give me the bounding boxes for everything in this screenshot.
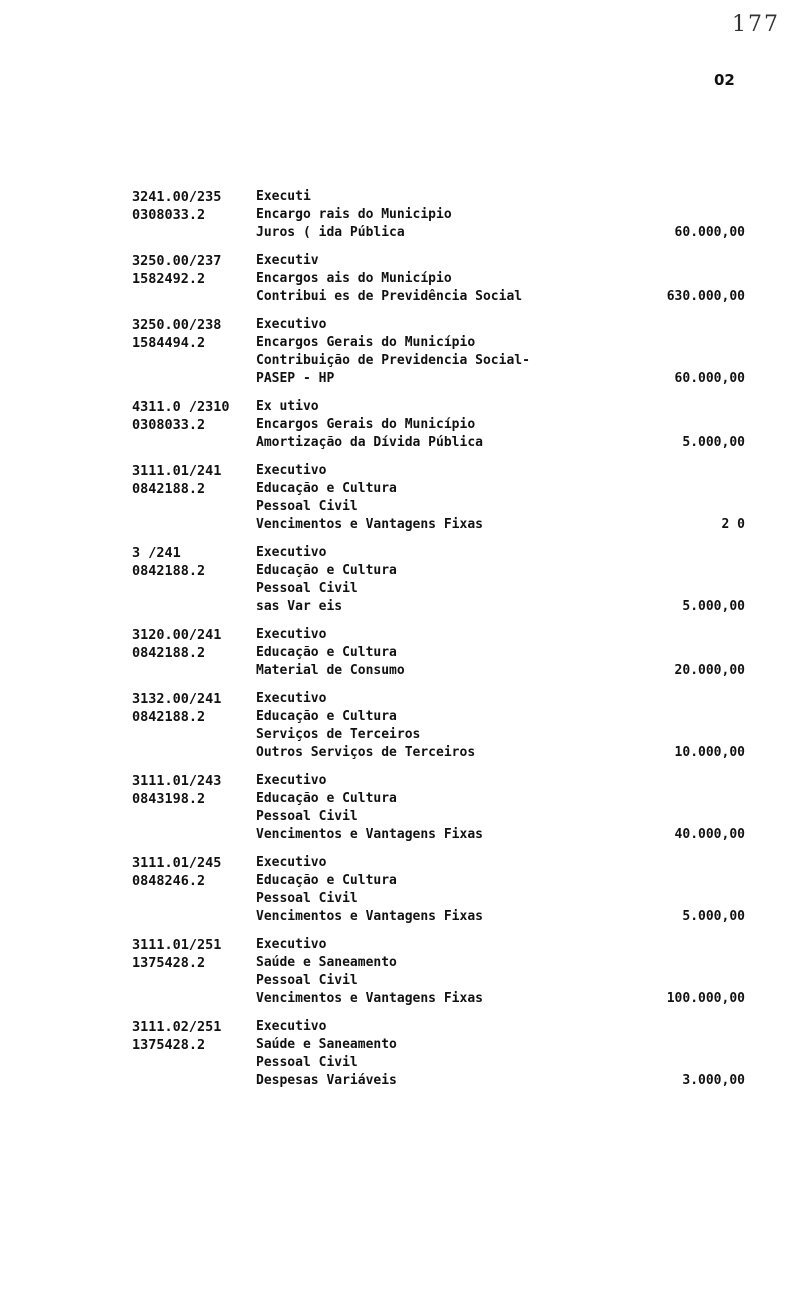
entry-description	[256, 690, 596, 762]
program-code: 1375428.2	[132, 1037, 206, 1053]
entry-amount: 100.000,00	[666, 991, 745, 1006]
description-line: Saúde e Saneamento	[256, 1037, 397, 1052]
entry-description	[256, 936, 596, 1008]
description-line: Vencimentos e Vantagens Fixas	[256, 909, 483, 924]
entry-amount: 5.000,00	[682, 909, 745, 924]
entry-description	[256, 316, 596, 388]
description-line: Material de Consumo	[256, 663, 405, 678]
description-line: Saúde e Saneamento	[256, 955, 397, 970]
ledger-entry	[0, 1018, 800, 1090]
entry-amount: 20.000,00	[674, 663, 745, 678]
description-line: Executivo	[256, 463, 327, 478]
ledger-entry	[0, 626, 800, 680]
ledger-entry	[0, 188, 800, 242]
account-code: 3111.01/243	[132, 773, 222, 789]
entry-codes	[132, 188, 252, 224]
description-line: Executivo	[256, 855, 327, 870]
entry-amount: 5.000,00	[682, 599, 745, 614]
description-line: Executivo	[256, 691, 327, 706]
description-line: Pessoal Civil	[256, 499, 358, 514]
entry-codes	[132, 1018, 252, 1054]
account-code: 3132.00/241	[132, 691, 222, 707]
account-code: 3120.00/241	[132, 627, 222, 643]
entry-amount: 2 0	[721, 517, 745, 532]
description-line: Executivo	[256, 1019, 327, 1034]
program-code: 0843198.2	[132, 791, 206, 807]
sheet-number: 02	[714, 71, 735, 89]
description-line: Vencimentos e Vantagens Fixas	[256, 991, 483, 1006]
ledger-entry	[0, 252, 800, 306]
description-line: Contribuição de Previdencia Social-	[256, 353, 530, 368]
description-line: Executi	[256, 189, 311, 204]
description-line: Pessoal Civil	[256, 581, 358, 596]
entry-description	[256, 398, 596, 452]
account-code: 3241.00/235	[132, 189, 222, 205]
description-line: sas Var eis	[256, 599, 343, 614]
entry-amount: 40.000,00	[674, 827, 745, 842]
description-line: Encargos Gerais do Município	[256, 335, 476, 350]
account-code: 3250.00/238	[132, 317, 222, 333]
description-line: Encargos Gerais do Município	[256, 417, 476, 432]
description-line: Encargo rais do Municipio	[256, 207, 452, 222]
description-line: Serviços de Terceiros	[256, 727, 421, 742]
program-code: 1375428.2	[132, 955, 206, 971]
ledger-entry	[0, 462, 800, 534]
description-line: Amortização da Dívida Pública	[256, 435, 483, 450]
ledger-entry	[0, 398, 800, 452]
program-code: 0842188.2	[132, 709, 206, 725]
description-line: Executiv	[256, 253, 319, 268]
entry-codes	[132, 398, 252, 434]
entry-amount: 60.000,00	[674, 371, 745, 386]
description-line: Educação e Cultura	[256, 873, 397, 888]
account-code: 3111.01/245	[132, 855, 222, 871]
entry-amount: 10.000,00	[674, 745, 745, 760]
entry-description	[256, 544, 596, 616]
description-line: Ex utivo	[256, 399, 319, 414]
program-code: 0842188.2	[132, 563, 206, 579]
account-code: 3 /241	[132, 545, 181, 561]
ledger-entry	[0, 316, 800, 388]
page-number: 177	[732, 12, 780, 37]
entry-codes	[132, 854, 252, 890]
description-line: Pessoal Civil	[256, 1055, 358, 1070]
entry-description	[256, 462, 596, 534]
description-line: Contribui es de Previdência Social	[256, 289, 523, 304]
entry-amount: 60.000,00	[674, 225, 745, 240]
entry-codes	[132, 252, 252, 288]
program-code: 0308033.2	[132, 417, 206, 433]
program-code: 0848246.2	[132, 873, 206, 889]
description-line: Executivo	[256, 937, 327, 952]
description-line: Educação e Cultura	[256, 481, 397, 496]
description-line: Executivo	[256, 773, 327, 788]
ledger-entry	[0, 690, 800, 762]
description-line: Executivo	[256, 627, 327, 642]
entry-amount: 5.000,00	[682, 435, 745, 450]
description-line: Educação e Cultura	[256, 791, 397, 806]
description-line: Executivo	[256, 545, 327, 560]
description-line: Outros Serviços de Terceiros	[256, 745, 476, 760]
description-line: Pessoal Civil	[256, 891, 358, 906]
entry-codes	[132, 462, 252, 498]
description-line: Pessoal Civil	[256, 973, 358, 988]
entry-codes	[132, 690, 252, 726]
account-code: 3111.01/251	[132, 937, 222, 953]
description-line: Executivo	[256, 317, 327, 332]
entry-description	[256, 1018, 596, 1090]
entry-description	[256, 772, 596, 844]
description-line: Encargos ais do Município	[256, 271, 452, 286]
description-line: PASEP - HP	[256, 371, 335, 386]
program-code: 1584494.2	[132, 335, 206, 351]
description-line: Juros ( ida Pública	[256, 225, 405, 240]
entry-description	[256, 252, 596, 306]
budget-ledger	[0, 188, 800, 1100]
program-code: 1582492.2	[132, 271, 206, 287]
description-line: Despesas Variáveis	[256, 1073, 397, 1088]
entry-amount: 3.000,00	[682, 1073, 745, 1088]
ledger-entry	[0, 936, 800, 1008]
entry-amount: 630.000,00	[666, 289, 745, 304]
program-code: 0842188.2	[132, 645, 206, 661]
account-code: 3111.02/251	[132, 1019, 222, 1035]
entry-codes	[132, 316, 252, 352]
program-code: 0308033.2	[132, 207, 206, 223]
description-line: Educação e Cultura	[256, 563, 397, 578]
description-line: Pessoal Civil	[256, 809, 358, 824]
description-line: Vencimentos e Vantagens Fixas	[256, 517, 483, 532]
description-line: Vencimentos e Vantagens Fixas	[256, 827, 483, 842]
ledger-entry	[0, 854, 800, 926]
program-code: 0842188.2	[132, 481, 206, 497]
description-line: Educação e Cultura	[256, 645, 397, 660]
entry-codes	[132, 626, 252, 662]
entry-codes	[132, 772, 252, 808]
description-line: Educação e Cultura	[256, 709, 397, 724]
account-code: 4311.0 /2310	[132, 399, 230, 415]
account-code: 3250.00/237	[132, 253, 222, 269]
entry-codes	[132, 936, 252, 972]
account-code: 3111.01/241	[132, 463, 222, 479]
ledger-entry	[0, 772, 800, 844]
entry-description	[256, 854, 596, 926]
entry-description	[256, 188, 596, 242]
entry-codes	[132, 544, 252, 580]
ledger-entry	[0, 544, 800, 616]
entry-description	[256, 626, 596, 680]
